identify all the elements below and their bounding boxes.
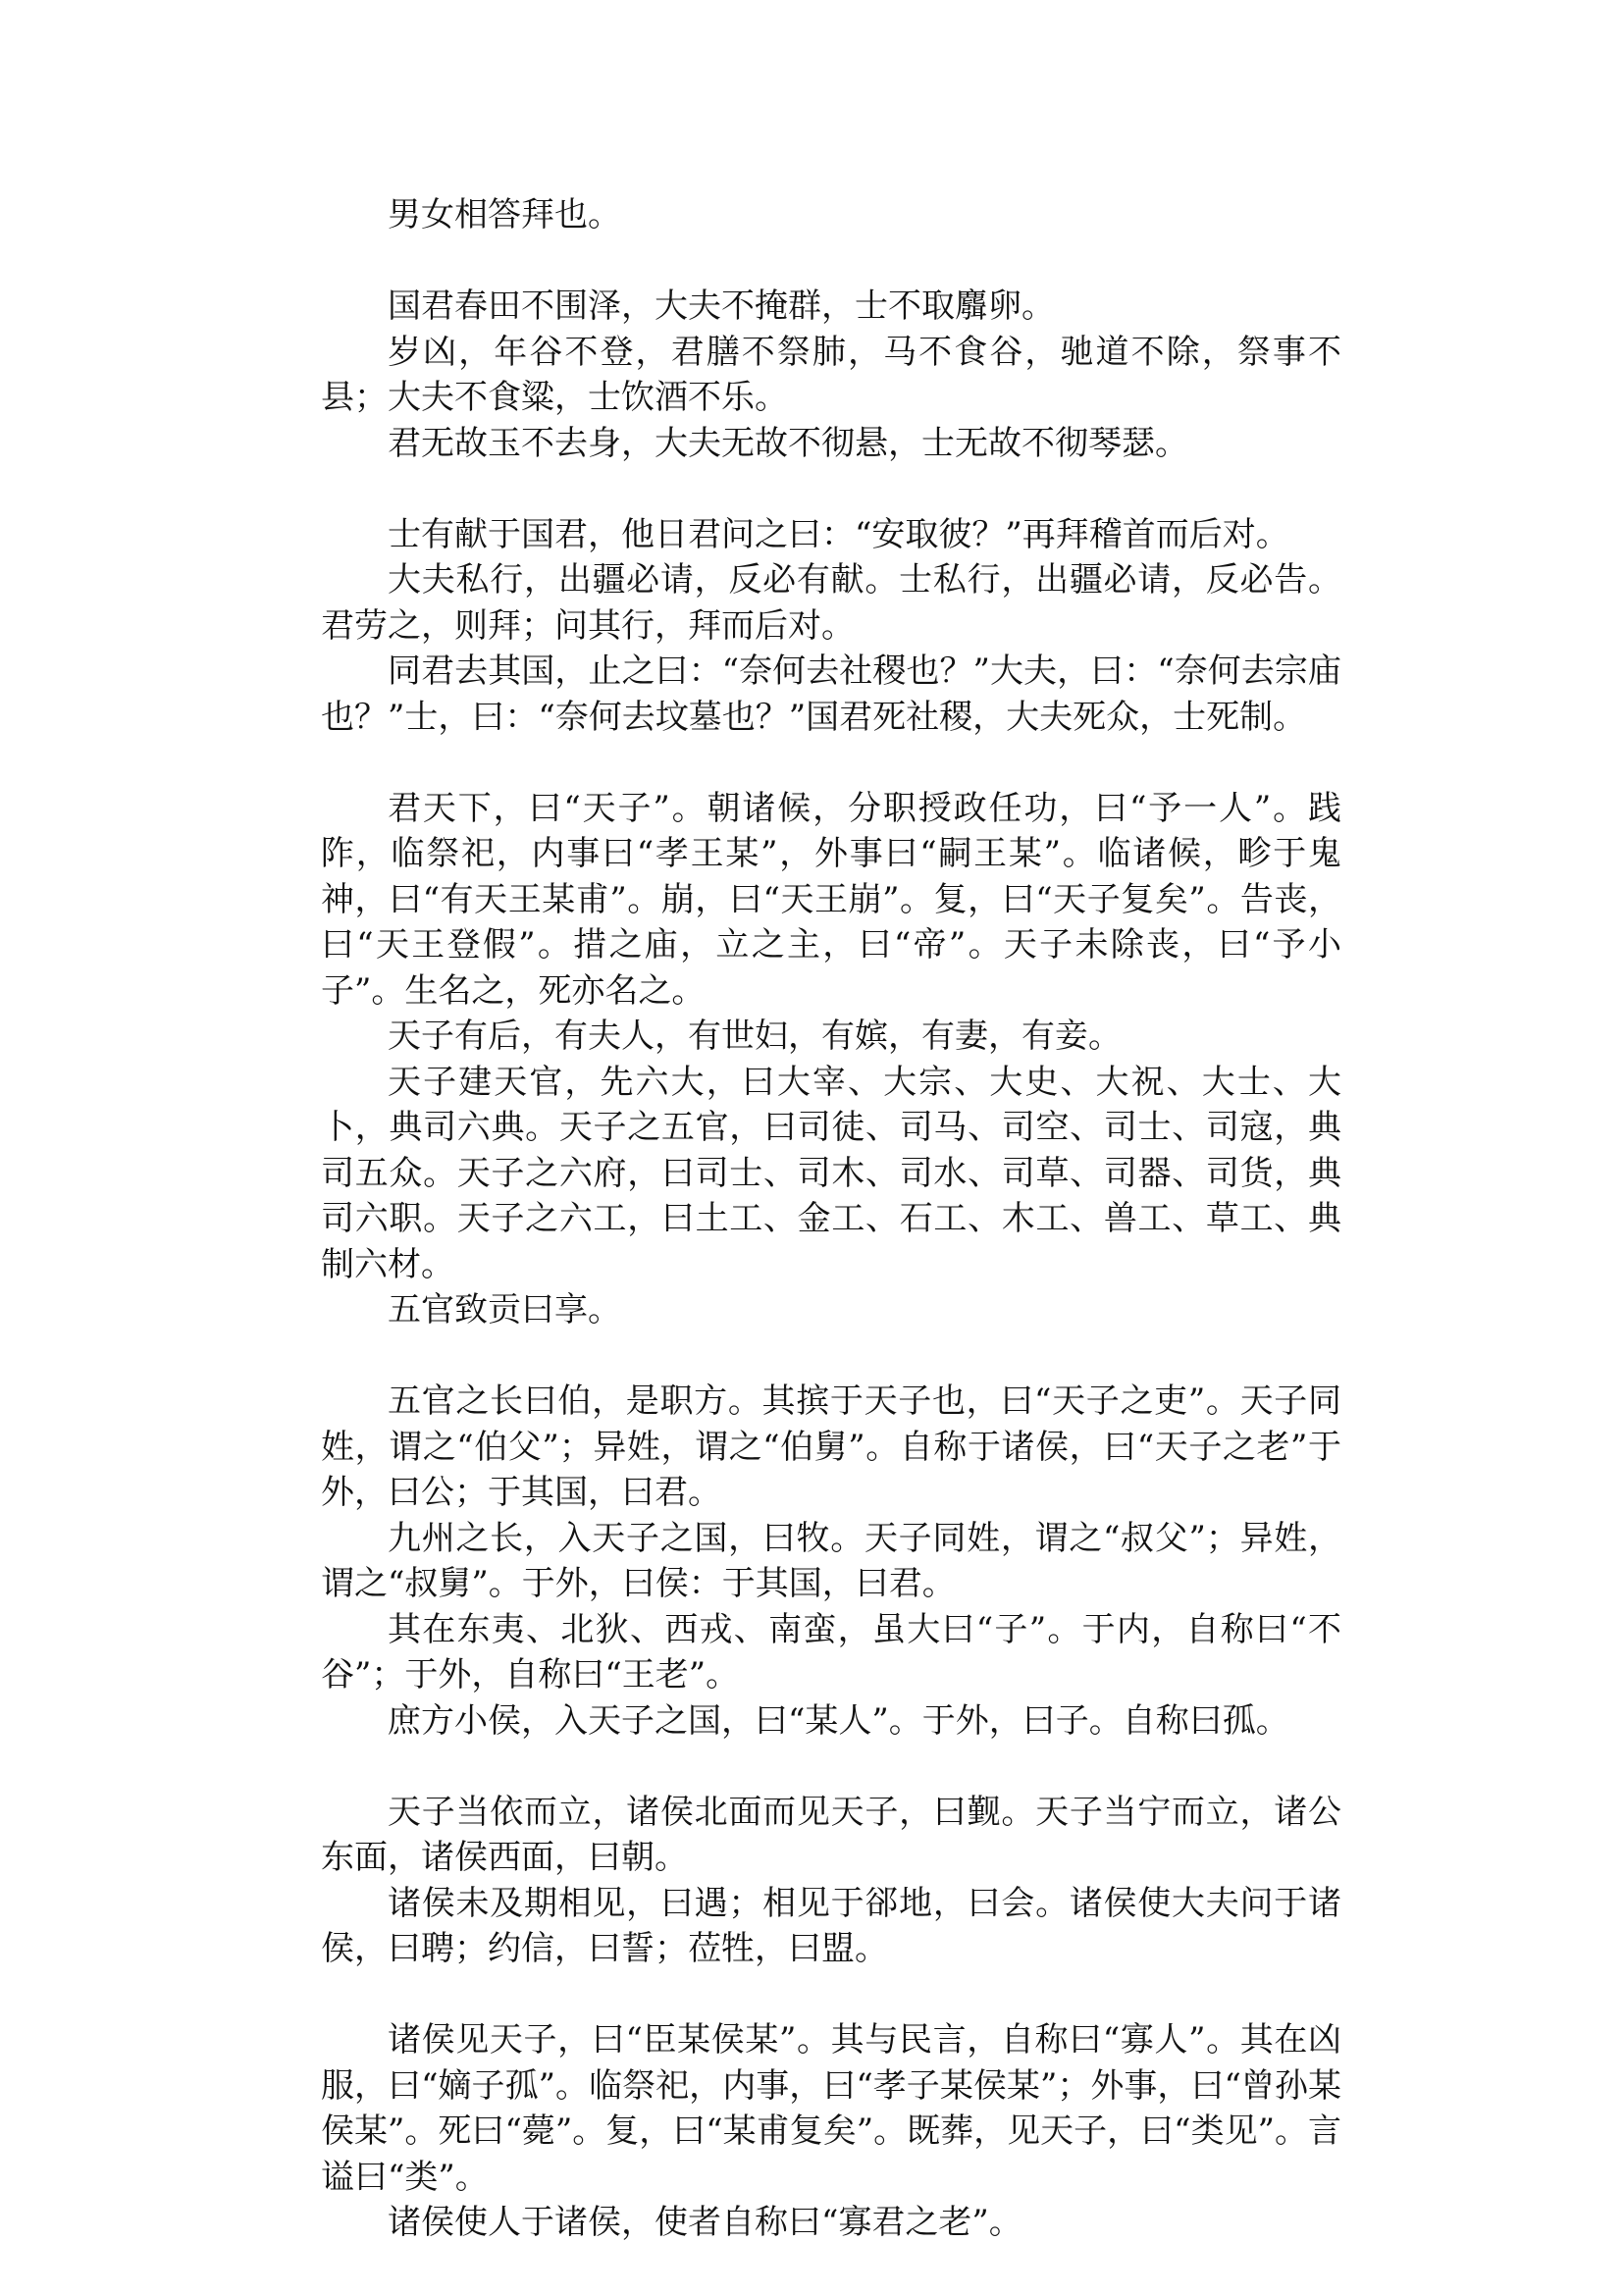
- paragraph: 男女相答拜也。: [388, 195, 621, 235]
- paragraph: 天子有后，有夫人，有世妇，有嫔，有妻，有妾。: [388, 1017, 1122, 1056]
- paragraph: 诸侯未及期相见，曰遇；相见于郤地，曰会。诸侯使大夫问于诸侯，曰聘；约信，曰誓；莅牲，曰盟。: [321, 1883, 1341, 1968]
- section-gap: [321, 740, 1341, 786]
- paragraph: 天子建天官，先六大，曰大宰、大宗、大史、大祝、大士、大卜，典司六典。天子之五官，曰司徒、司马、司空、司士、司寇，典司五众。天子之六府，曰司士、司木、司水、司草、司器、司货，典司六职。天子之六工，曰土工、金工、石工、木工、兽工、草工、典制六材。: [321, 1062, 1341, 1284]
- paragraph: 五官之长曰伯，是职方。其摈于天子也，曰“天子之吏”。天子同姓，谓之“伯父”；异姓，谓之“伯舅”。自称于诸侯，曰“天子之老”于外，曰公；于其国，曰君。: [321, 1382, 1341, 1512]
- paragraph: 岁凶，年谷不登，君膳不祭肺，马不食谷，驰道不除，祭事不县；大夫不食粱，士饮酒不乐。: [321, 332, 1341, 417]
- paragraph: 君天下，曰“天子”。朝诸候，分职授政任功，曰“予一人”。践阼，临祭祀，内事曰“孝王某”，外事曰“嗣王某”。临诸候，畛于鬼神，曰“有天王某甫”。崩，曰“天王崩”。复，曰“天子复矣”。告丧，曰“天王登假”。措之庙，立之主，曰“帝”。天子未除丧，曰“予小子”。生名之，死亦名之。: [321, 788, 1341, 1011]
- section-gap: [321, 466, 1341, 512]
- section-gap: [321, 1333, 1341, 1380]
- paragraph: 其在东夷、北狄、西戎、南蛮，虽大曰“子”。于内，自称曰“不谷”；于外，自称曰“王老”。: [321, 1609, 1341, 1694]
- paragraph: 大夫私行，出疆必请，反必有献。士私行，出疆必请，反必告。君劳之，则拜；问其行，拜而后对。: [321, 560, 1341, 646]
- paragraph: 庶方小侯，入天子之国，曰“某人”。于外，曰子。自称曰孤。: [388, 1700, 1289, 1741]
- paragraph: 诸侯使人于诸侯，使者自称曰“寡君之老”。: [388, 2203, 1022, 2242]
- section-gap: [321, 238, 1341, 285]
- paragraph: 天子当依而立，诸侯北面而见天子，曰觐。天子当宁而立，诸公东面，诸侯西面，曰朝。: [321, 1792, 1341, 1877]
- paragraph: 士有献于国君，他日君问之曰：“安取彼？”再拜稽首而后对。: [388, 514, 1289, 554]
- section-gap: [321, 1744, 1341, 1790]
- document-body: [321, 192, 1341, 2246]
- paragraph: 国君春田不围泽，大夫不掩群，士不取麛卵。: [388, 287, 1055, 326]
- paragraph: 五官致贡曰享。: [388, 1290, 621, 1329]
- section-gap: [321, 1972, 1341, 2018]
- paragraph: 君无故玉不去身，大夫无故不彻悬，士无故不彻琴瑟。: [388, 423, 1188, 463]
- paragraph: 九州之长，入天子之国，曰牧。天子同姓，谓之“叔父”；异姓，谓之“叔舅”。于外，曰侯：于其国，曰君。: [321, 1518, 1341, 1603]
- paragraph: 诸侯见天子，曰“臣某侯某”。其与民言，自称曰“寡人”。其在凶服，曰“嫡子孤”。临祭祀，内事，曰“孝子某侯某”；外事，曰“曾孙某侯某”。死曰“薨”。复，曰“某甫复矣”。既葬，见天子，曰“类见”。言谥曰“类”。: [321, 2020, 1341, 2197]
- paragraph: 同君去其国，止之曰：“奈何去社稷也？”大夫，曰：“奈何去宗庙也？”士，曰：“奈何去坟墓也？”国君死社稷，大夫死众，士死制。: [321, 652, 1341, 737]
